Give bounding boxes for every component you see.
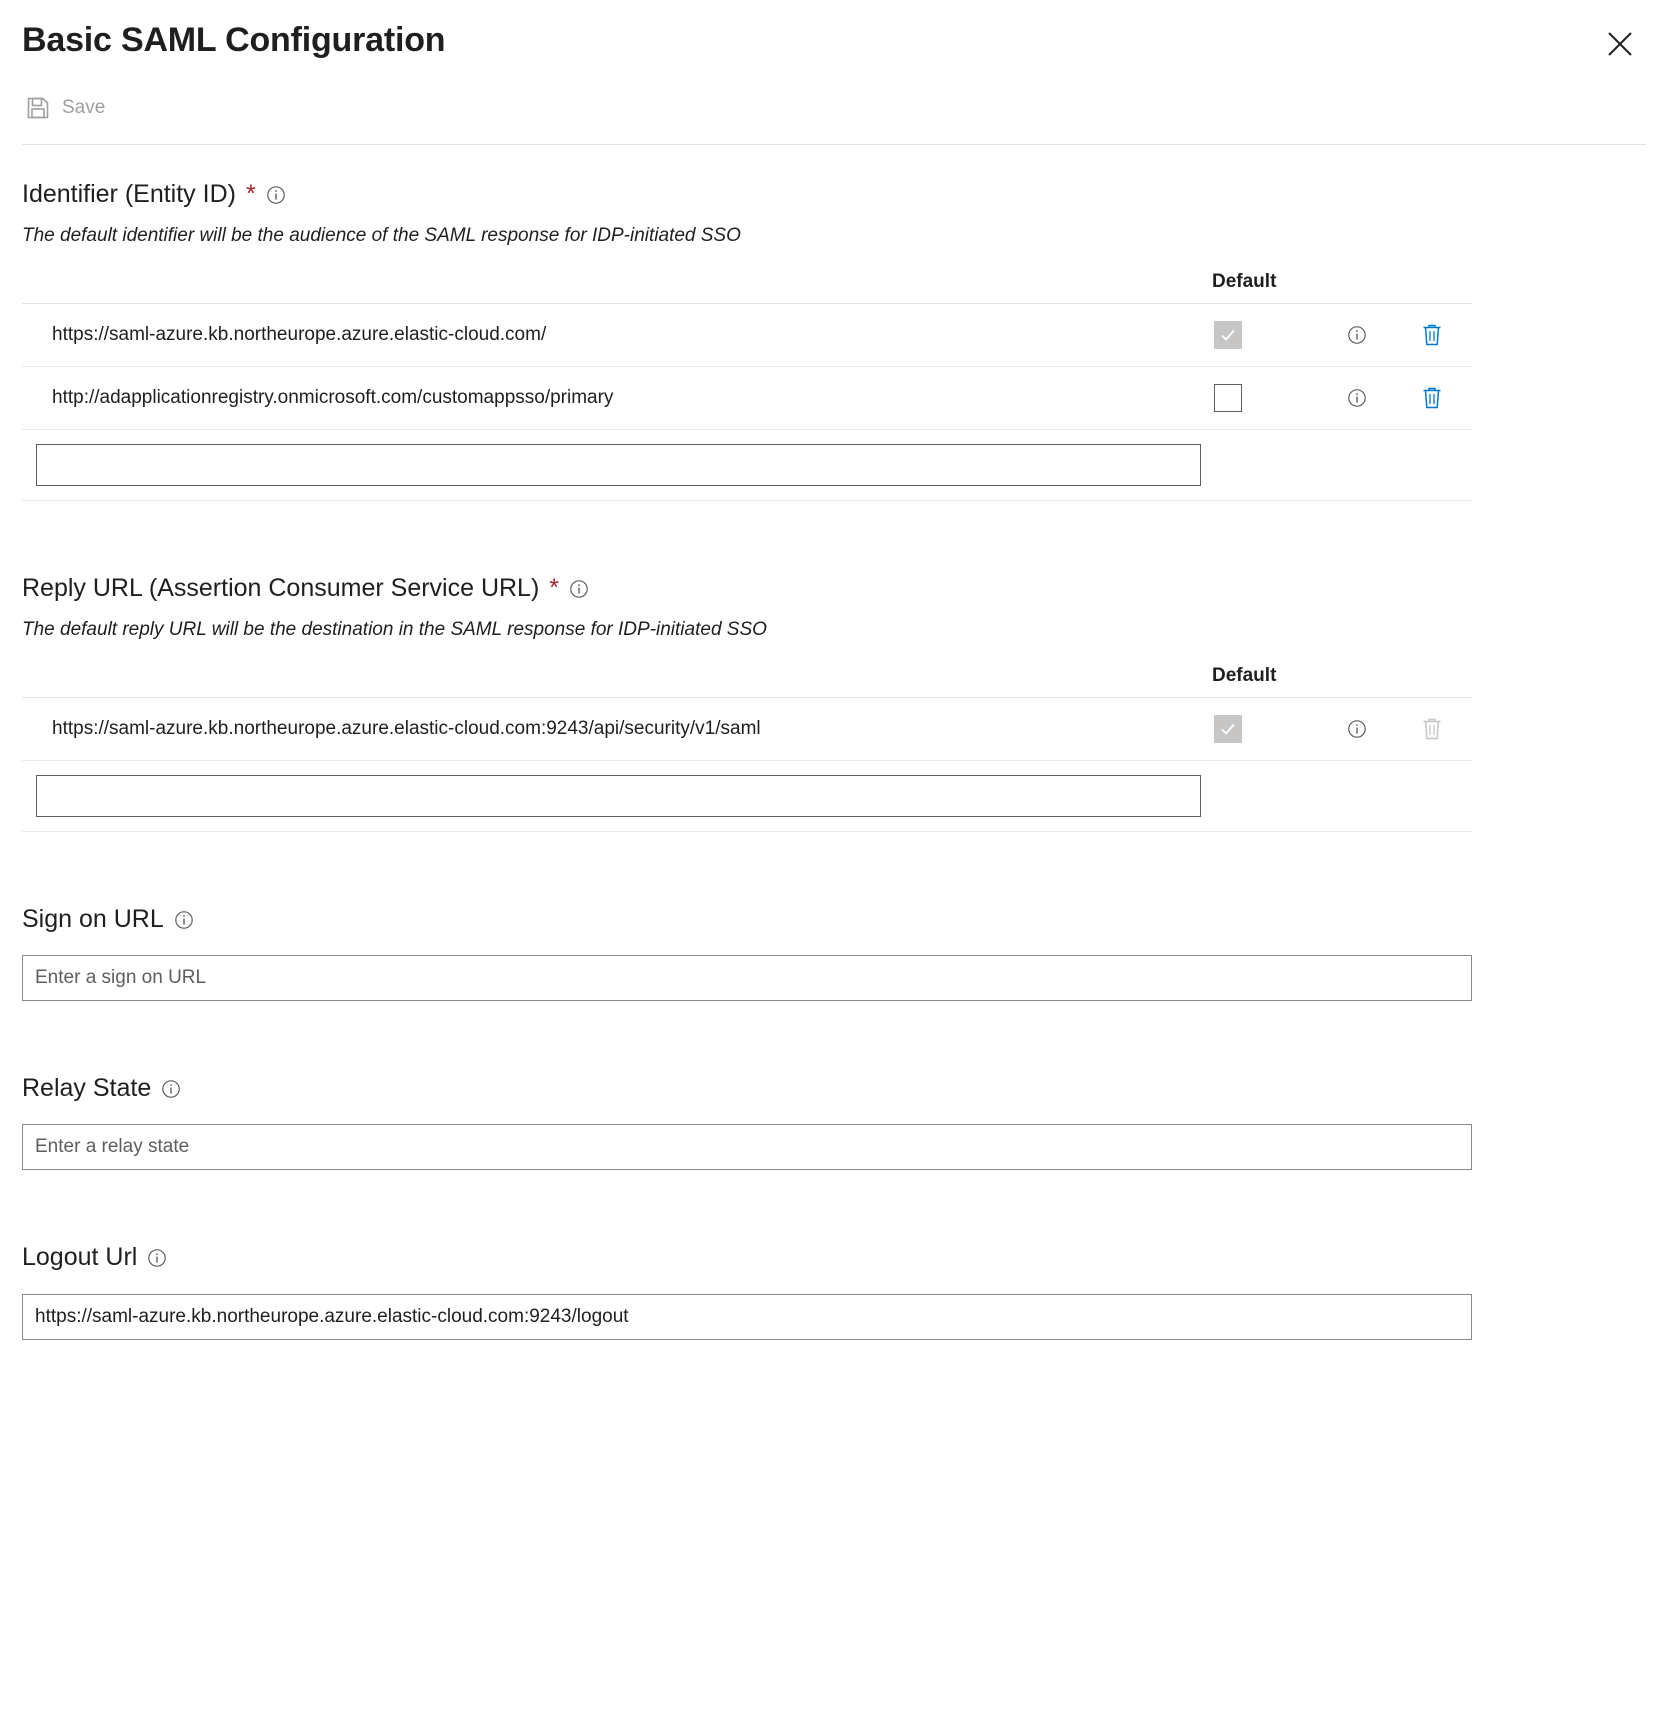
- reply-url-description: The default reply URL will be the destination in the SAML response for IDP-initiated SSO: [22, 619, 767, 641]
- logout-url-label-text: Logout Url: [22, 1243, 138, 1272]
- sign-on-url-label: [22, 904, 1646, 935]
- required-indicator: *: [549, 574, 560, 603]
- reply-url-label: [22, 573, 1646, 604]
- info-icon[interactable]: [1347, 325, 1367, 345]
- identifier-value: https://saml-azure.kb.northeurope.azure.elastic-cloud.com/: [52, 323, 547, 345]
- default-checkbox-cell: [1212, 384, 1322, 412]
- table-row: [22, 698, 1472, 761]
- table-row: [22, 367, 1472, 430]
- identifier-grid: [22, 271, 1472, 501]
- row-delete-cell: [1392, 386, 1472, 410]
- info-icon[interactable]: [1347, 719, 1367, 739]
- save-icon: [26, 96, 50, 120]
- row-info-cell: [1322, 719, 1392, 739]
- reply-url-new-input[interactable]: [36, 775, 1201, 817]
- panel-header: [22, 0, 1646, 64]
- reply-url-grid-header: [22, 665, 1472, 698]
- logout-url-label: [22, 1242, 1646, 1273]
- relay-state-input[interactable]: [22, 1124, 1472, 1170]
- info-icon[interactable]: [174, 910, 194, 930]
- row-delete-cell: [1392, 323, 1472, 347]
- row-info-cell: [1322, 325, 1392, 345]
- identifier-section: [22, 179, 1646, 501]
- reply-url-label-text: Reply URL (Assertion Consumer Service URL): [22, 573, 540, 602]
- required-indicator: *: [245, 180, 256, 209]
- reply-url-section: [22, 573, 1646, 832]
- save-label: Save: [62, 97, 106, 118]
- sign-on-url-label-text: Sign on URL: [22, 904, 164, 933]
- info-icon[interactable]: [1347, 388, 1367, 408]
- identifier-value: http://adapplicationregistry.onmicrosoft.com/customappsso/primary: [52, 386, 614, 408]
- reply-url-new-row: [22, 761, 1472, 832]
- relay-state-section: [22, 1073, 1646, 1170]
- default-checkbox: [1214, 715, 1242, 743]
- reply-url-col-default: Default: [1212, 664, 1277, 686]
- info-icon[interactable]: [569, 579, 589, 599]
- save-button[interactable]: [22, 94, 109, 122]
- command-bar: [22, 94, 1646, 145]
- delete-icon[interactable]: [1421, 386, 1443, 410]
- info-icon[interactable]: [161, 1079, 181, 1099]
- page-title: Basic SAML Configuration: [22, 21, 446, 59]
- delete-icon: [1421, 717, 1443, 741]
- identifier-label: [22, 179, 1646, 210]
- delete-icon[interactable]: [1421, 323, 1443, 347]
- logout-url-input[interactable]: [22, 1294, 1472, 1340]
- sign-on-url-input[interactable]: [22, 955, 1472, 1001]
- identifier-description: The default identifier will be the audience of the SAML response for IDP-initiated SSO: [22, 225, 741, 247]
- identifier-col-default: Default: [1212, 270, 1277, 292]
- row-info-cell: [1322, 388, 1392, 408]
- identifier-grid-header: [22, 271, 1472, 304]
- table-row: [22, 304, 1472, 367]
- logout-url-section: [22, 1242, 1646, 1339]
- close-icon[interactable]: [1600, 24, 1640, 64]
- default-checkbox[interactable]: [1214, 384, 1242, 412]
- default-checkbox-cell: [1212, 321, 1322, 349]
- info-icon[interactable]: [266, 185, 286, 205]
- reply-url-value: https://saml-azure.kb.northeurope.azure.elastic-cloud.com:9243/api/security/v1/saml: [52, 717, 761, 739]
- row-delete-cell: [1392, 717, 1472, 741]
- default-checkbox: [1214, 321, 1242, 349]
- relay-state-label-text: Relay State: [22, 1074, 152, 1103]
- info-icon[interactable]: [147, 1248, 167, 1268]
- identifier-new-input[interactable]: [36, 444, 1201, 486]
- identifier-new-row: [22, 430, 1472, 501]
- sign-on-url-section: [22, 904, 1646, 1001]
- reply-url-grid: [22, 665, 1472, 832]
- relay-state-label: [22, 1073, 1646, 1104]
- default-checkbox-cell: [1212, 715, 1322, 743]
- identifier-label-text: Identifier (Entity ID): [22, 180, 236, 208]
